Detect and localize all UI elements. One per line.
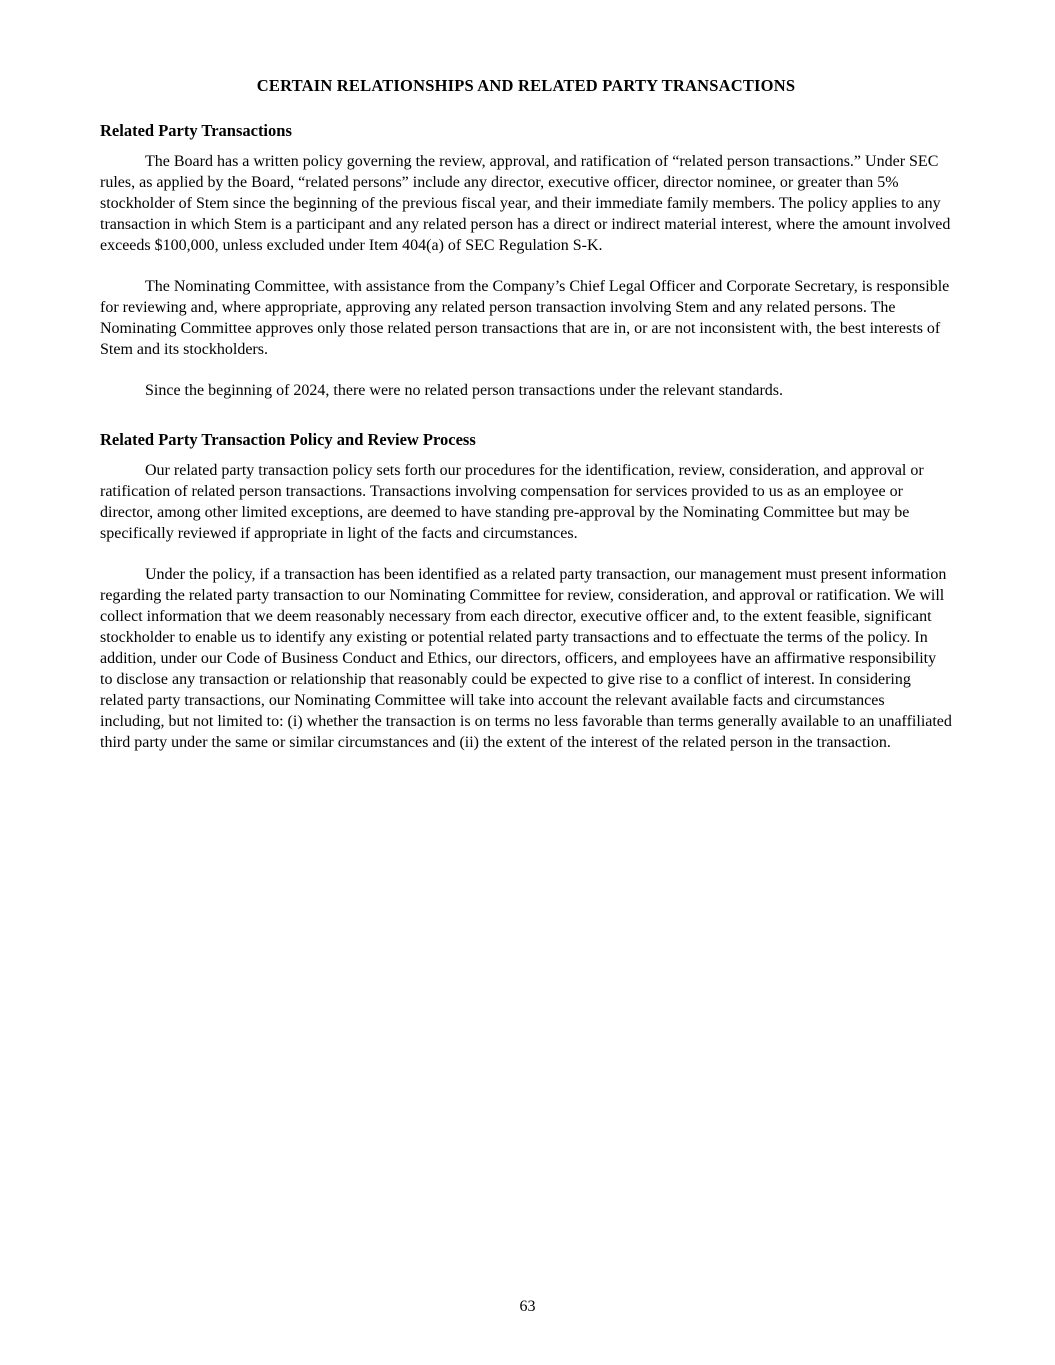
page-title: CERTAIN RELATIONSHIPS AND RELATED PARTY TRANSACTIONS [256, 76, 796, 95]
page-footer [0, 1296, 1055, 1317]
paragraph-policy-procedures: Our related party transaction policy sets forth our procedures for the identification, review, consideration, and approval or ratification of related person transactions. Transactions involving compensation for services provided to us as an employee or director, among other limited exceptions, are deemed to have standing pre-approval by the Nominating Committee but may be specifically reviewed if appropriate in light of the facts and circumstances. [100, 462, 924, 542]
section-policy-and-review-process [100, 429, 952, 753]
page-number: 63 [519, 1298, 536, 1315]
section-heading-policy-review-process: Related Party Transaction Policy and Review Process [100, 430, 476, 449]
paragraph-under-the-policy: Under the policy, if a transaction has been identified as a related party transaction, our management must present information regarding the related party transaction to our Nominating Committee for review, consideration, and approval or ratification. We will collect information that we deem reasonably necessary from each director, executive officer and, to the extent feasible, significant stockholder to enable us to identify any existing or potential related party transactions and to effectuate the terms of the policy. In addition, under our Code of Business Conduct and Ethics, our directors, officers, and employees have an affirmative responsibility to disclose any transaction or relationship that reasonably could be expected to give rise to a conflict of interest. In considering related party transactions, our Nominating Committee will take into account the relevant available facts and circumstances including, but not limited to: (i) whether the transaction is on terms no less favorable than terms generally available to an unaffiliated third party under the same or similar circumstances and (ii) the extent of the interest of the related person in the transaction. [100, 566, 952, 751]
section-heading-related-party-transactions: Related Party Transactions [100, 121, 292, 140]
section-related-party-transactions [100, 120, 952, 401]
paragraph-nominating-committee-review: The Nominating Committee, with assistance from the Company’s Chief Legal Officer and Corporate Secretary, is responsible for reviewing and, where appropriate, approving any related person transaction involving Stem and any related persons. The Nominating Committee approves only those related person transactions that are in, or are not inconsistent with, the best interests of Stem and its stockholders. [100, 278, 950, 358]
paragraph-no-transactions-2024: Since the beginning of 2024, there were no related person transactions under the relevant standards. [145, 382, 784, 399]
paragraph-board-written-policy: The Board has a written policy governing the review, approval, and ratification of “related person transactions.” Under SEC rules, as applied by the Board, “related persons” include any director, executive officer, director nominee, or greater than 5% stockholder of Stem since the beginning of the previous fiscal year, and their immediate family members. The policy applies to any transaction in which Stem is a participant and any related person has a direct or indirect material interest, where the amount involved exceeds $100,000, unless excluded under Item 404(a) of SEC Regulation S-K. [100, 153, 951, 254]
